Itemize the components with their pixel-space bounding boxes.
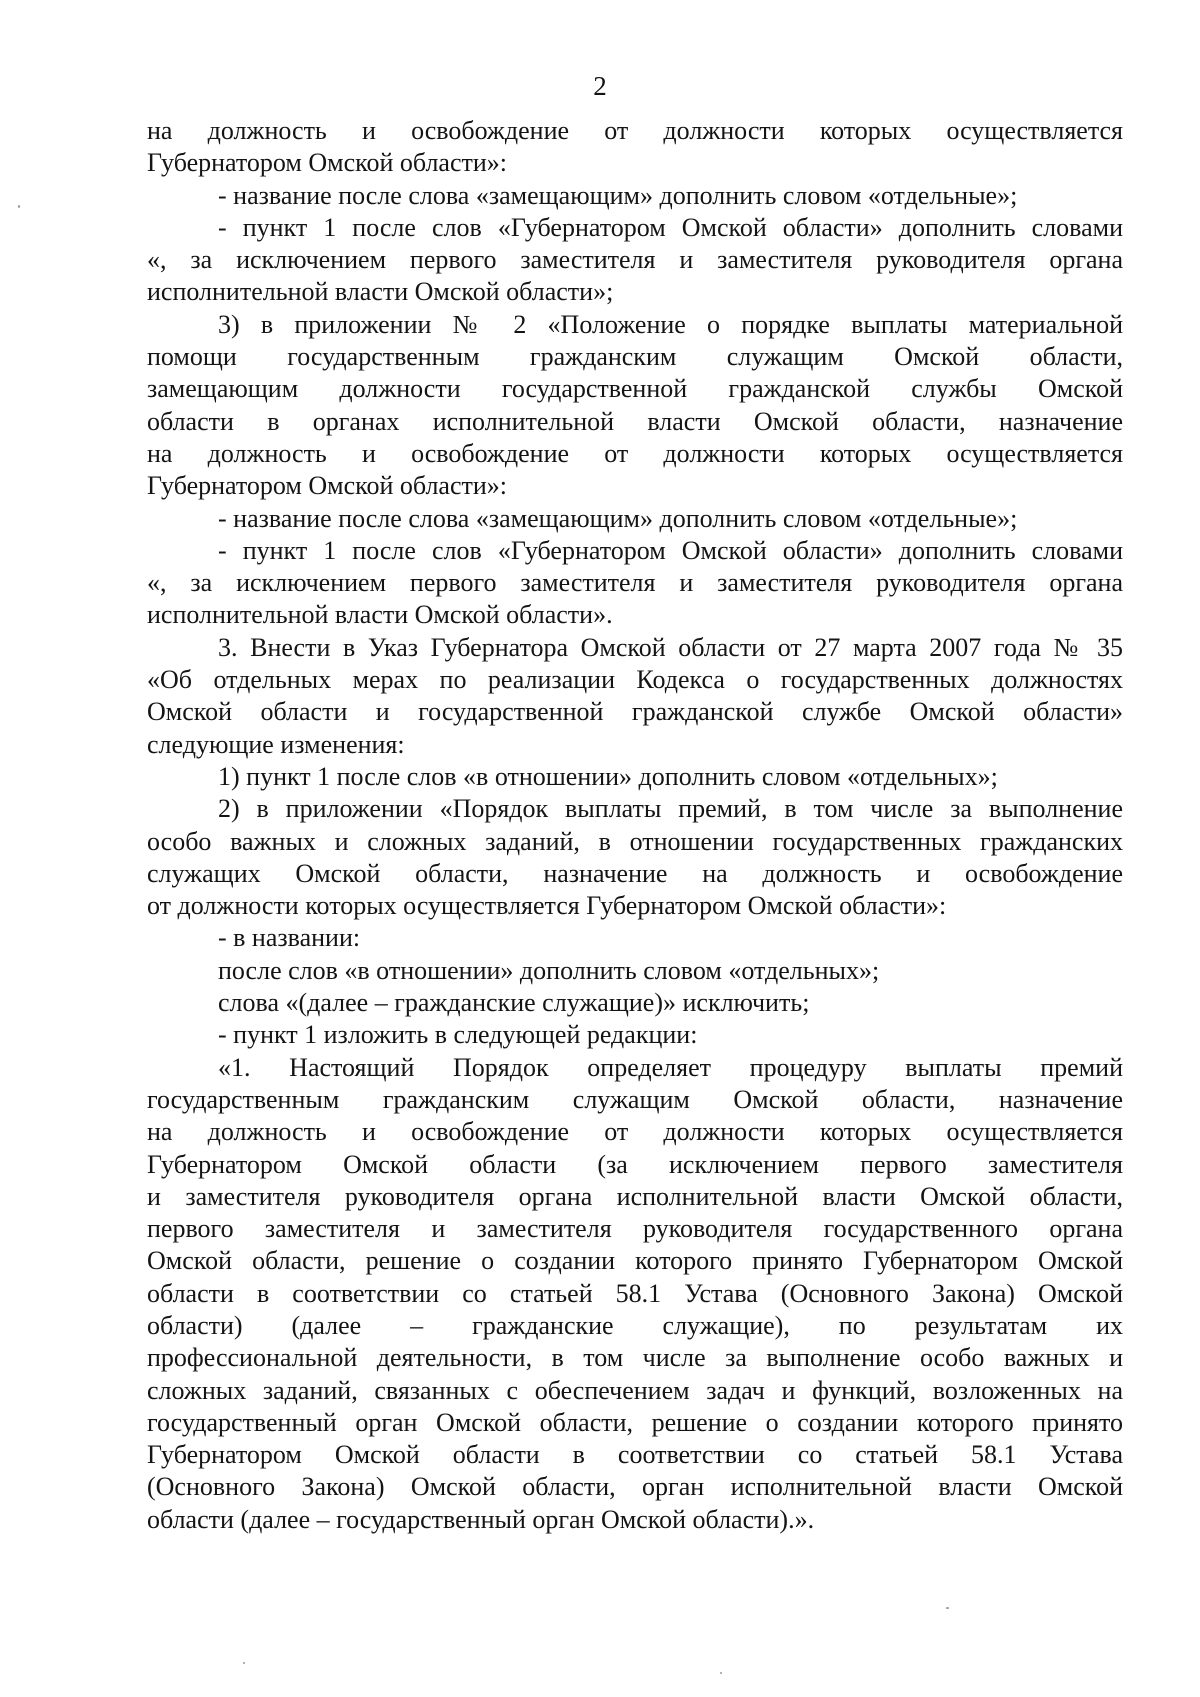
text-line: 3. Внести в Указ Губернатора Омской области от 27 марта 2007 года № 35 xyxy=(218,632,1123,662)
document-body xyxy=(147,115,1123,1536)
scan-speck xyxy=(720,1672,722,1674)
text-line: государственный орган Омской области, решение о создании которого принято xyxy=(147,1407,1123,1437)
text-line: Губернатором Омской области»: xyxy=(147,471,508,501)
text-line: и заместителя руководителя органа исполнительной власти Омской области, xyxy=(147,1181,1123,1211)
scan-speck xyxy=(946,1607,949,1609)
text-line: 1) пункт 1 после слов «в отношении» дополнить словом «отдельных»; xyxy=(218,761,998,791)
text-line: области в соответствии со статьей 58.1 Устава (Основного Закона) Омской xyxy=(147,1278,1123,1308)
text-line: «Об отдельных мерах по реализации Кодекса о государственных должностях xyxy=(147,665,1123,695)
text-line: на должность и освобождение от должности которых осуществляется xyxy=(147,1117,1123,1147)
text-line: исполнительной власти Омской области»; xyxy=(147,277,614,307)
text-line: после слов «в отношении» дополнить словом «отдельных»; xyxy=(218,955,880,985)
text-line: замещающим должности государственной гражданской службы Омской xyxy=(147,374,1123,404)
text-line: 3) в приложении № 2 «Положение о порядке выплаты материальной xyxy=(218,309,1123,339)
text-line: слова «(далее – гражданские служащие)» исключить; xyxy=(218,988,810,1018)
text-line: - название после слова «замещающим» дополнить словом «отдельные»; xyxy=(218,503,1018,533)
text-line: служащих Омской области, назначение на должность и освобождение xyxy=(147,858,1123,888)
scan-speck xyxy=(243,1662,245,1664)
text-line: сложных заданий, связанных с обеспечением задач и функций, возложенных на xyxy=(147,1375,1123,1405)
text-line: «, за исключением первого заместителя и заместителя руководителя органа xyxy=(147,245,1123,275)
text-line: Губернатором Омской области в соответствии со статьей 58.1 Устава xyxy=(147,1440,1123,1470)
text-line: - название после слова «замещающим» дополнить словом «отдельные»; xyxy=(218,180,1018,210)
text-line: 2) в приложении «Порядок выплаты премий, в том числе за выполнение xyxy=(218,794,1123,824)
text-line: на должность и освобождение от должности которых осуществляется xyxy=(147,116,1123,145)
text-line: помощи государственным гражданским служащим Омской области, xyxy=(147,342,1123,372)
text-line: (Основного Закона) Омской области, орган исполнительной власти Омской xyxy=(147,1472,1123,1502)
text-line: области (далее – государственный орган Омской области).». xyxy=(147,1504,815,1534)
text-line: государственным гражданским служащим Омской области, назначение xyxy=(147,1084,1123,1114)
text-line: на должность и освобождение от должности которых осуществляется xyxy=(147,438,1123,468)
text-line: - в названии: xyxy=(218,923,361,953)
text-line: - пункт 1 после слов «Губернатором Омской области» дополнить словами xyxy=(218,535,1123,565)
text-line: следующие изменения: xyxy=(147,729,405,759)
text-line: Губернатором Омской области»: xyxy=(147,148,508,178)
scan-speck xyxy=(18,205,20,208)
text-line: Омской области и государственной гражданской службе Омской области» xyxy=(147,697,1123,727)
text-line: области) (далее – гражданские служащие), по результатам их xyxy=(147,1310,1123,1340)
text-line: профессиональной деятельности, в том числе за выполнение особо важных и xyxy=(147,1343,1123,1373)
page-number: 2 xyxy=(593,71,607,101)
text-line: Губернатором Омской области (за исключением первого заместителя xyxy=(147,1149,1123,1179)
text-line: первого заместителя и заместителя руководителя государственного органа xyxy=(147,1214,1123,1244)
text-line: особо важных и сложных заданий, в отношении государственных гражданских xyxy=(147,826,1123,856)
text-line: Омской области, решение о создании которого принято Губернатором Омской xyxy=(147,1246,1123,1276)
text-line: области в органах исполнительной власти Омской области, назначение xyxy=(147,406,1123,436)
text-line: «, за исключением первого заместителя и заместителя руководителя органа xyxy=(147,568,1123,598)
text-line: от должности которых осуществляется Губернатором Омской области»: xyxy=(147,891,947,921)
text-line: исполнительной власти Омской области». xyxy=(147,600,613,630)
text-line: - пункт 1 после слов «Губернатором Омской области» дополнить словами xyxy=(218,212,1123,242)
text-line: - пункт 1 изложить в следующей редакции: xyxy=(218,1020,698,1050)
text-line: «1. Настоящий Порядок определяет процедуру выплаты премий xyxy=(218,1052,1123,1082)
